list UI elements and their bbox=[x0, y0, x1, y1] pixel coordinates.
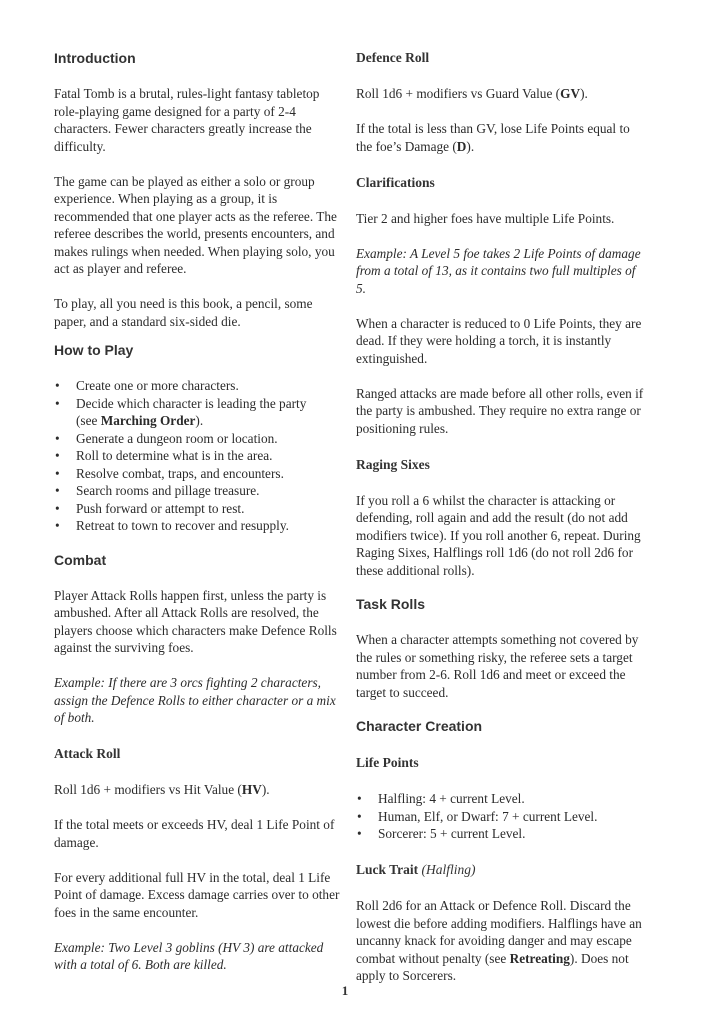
attack-roll-paragraph-3: For every additional full HV in the total, deal 1 Life Point of damage. Excess damage carries over to other foes in the same encounter. bbox=[54, 869, 340, 920]
list-item: • Search rooms and pillage treasure. bbox=[54, 482, 344, 500]
text: Roll 1d6 + modifiers vs Hit Value ( bbox=[54, 782, 242, 797]
heading-raging-sixes: Raging Sixes bbox=[356, 456, 430, 472]
clarifications-example: Example: A Level 5 foe takes 2 Life Points of damage from a total of 13, as it contains two full multiples of 5. bbox=[356, 245, 641, 296]
term-gv: GV bbox=[560, 86, 581, 101]
text: Luck Trait bbox=[356, 862, 419, 877]
combat-paragraph: Player Attack Rolls happen first, unless the party is ambushed. After all Attack Rolls are resolved, the players choose which characters make Defence Rolls against the surviving foes. bbox=[54, 587, 337, 655]
clarifications-paragraph-2: When a character is reduced to 0 Life Points, they are dead. If they were holding a torch, it is instantly extinguished. bbox=[356, 315, 642, 366]
text: ). bbox=[580, 86, 588, 101]
text: Roll 1d6 + modifiers vs Guard Value ( bbox=[356, 86, 561, 101]
heading-life-points: Life Points bbox=[356, 755, 419, 770]
heading-character-creation: Character Creation bbox=[356, 718, 483, 734]
luck-qualifier: (Halfling) bbox=[421, 862, 476, 877]
heading-combat: Combat bbox=[54, 551, 107, 568]
heading-introduction: Introduction bbox=[54, 50, 136, 66]
heading-luck-trait bbox=[356, 860, 646, 880]
text: ). bbox=[261, 782, 270, 797]
list-item: • Push forward or attempt to rest. bbox=[54, 500, 344, 518]
list-item: • Human, Elf, or Dwarf: 7 + current Level. bbox=[356, 808, 646, 826]
list-item-text: Decide which character is leading the party bbox=[76, 395, 307, 411]
text: Roll 2d6 for an Attack or Defence Roll. Discard the lowest die before adding modifiers. Halflings have an uncanny knack for avoiding danger and may escape combat without penalty (see bbox=[356, 898, 642, 966]
heading-task-rolls: Task Rolls bbox=[356, 596, 425, 612]
list-item: • Retreat to town to recover and resupply. bbox=[54, 517, 344, 535]
text: ). bbox=[466, 138, 475, 154]
text: ). Does not apply to Sorcerers. bbox=[356, 950, 629, 983]
heading-how-to-play: How to Play bbox=[54, 342, 134, 358]
heading-defence-roll: Defence Roll bbox=[356, 50, 430, 65]
list-item: • Sorcerer: 5 + current Level. bbox=[356, 825, 646, 843]
list-item: • Halfling: 4 + current Level. bbox=[356, 790, 646, 808]
raging-sixes-paragraph: If you roll a 6 whilst the character is attacking or defending, roll again and add the result (do not add modifiers twice). If you roll another 6, repeat. During Raging Sixes, Halflings roll 1d6 (do not roll 2d6 for these additional rolls). bbox=[356, 492, 641, 578]
reference-retreating: Retreating bbox=[509, 950, 570, 966]
intro-paragraph-2: The game can be played as either a solo or group experience. When playing as a group, it is recommended that one player acts as the referee. The referee describes the world, presents encounters, and makes rulings when needed. When playing solo, you act as player and referee. bbox=[54, 173, 337, 276]
term-d: D bbox=[456, 138, 467, 154]
list-item: • Roll to determine what is in the area. bbox=[54, 447, 344, 465]
intro-paragraph-3: To play, all you need is this book, a pencil, some paper, and a standard six-sided die. bbox=[54, 296, 313, 329]
page-number: 1 bbox=[341, 983, 349, 998]
luck-trait-paragraph bbox=[356, 897, 646, 985]
clarifications-paragraph-3: Ranged attacks are made before all other rolls, even if the party is ambushed. They require no extra range or positioning rules. bbox=[356, 385, 644, 436]
clarifications-paragraph-1: Tier 2 and higher foes have multiple Life Points. bbox=[356, 210, 615, 226]
term-hv: HV bbox=[241, 782, 262, 797]
list-item: • Create one or more characters. bbox=[54, 377, 344, 395]
left-column bbox=[54, 48, 344, 974]
attack-roll-paragraph-1 bbox=[54, 781, 344, 799]
how-to-play-list bbox=[54, 377, 344, 535]
list-item: • Resolve combat, traps, and encounters. bbox=[54, 465, 344, 483]
heading-attack-roll: Attack Roll bbox=[54, 746, 121, 761]
combat-example: Example: If there are 3 orcs fighting 2 characters, assign the Defence Rolls to either character or a mix of both. bbox=[54, 675, 336, 725]
defence-roll-paragraph-2 bbox=[356, 120, 646, 155]
defence-roll-paragraph-1 bbox=[356, 85, 646, 103]
attack-roll-paragraph-2: If the total meets or exceeds HV, deal 1 Life Point of damage. bbox=[54, 817, 335, 850]
right-column bbox=[356, 48, 646, 985]
attack-roll-example: Example: Two Level 3 goblins (HV 3) are attacked with a total of 6. Both are killed. bbox=[54, 939, 324, 972]
reference-marching-order: Marching Order bbox=[100, 413, 196, 428]
task-rolls-paragraph: When a character attempts something not covered by the rules or something risky, the referee sets a target number from 2-6. Roll 1d6 and meet or exceed the target to succeed. bbox=[356, 632, 639, 700]
list-item bbox=[54, 395, 344, 430]
text: If the total is less than GV, lose Life Points equal to the foe’s Damage ( bbox=[356, 121, 630, 154]
list-item-text: ). bbox=[195, 413, 204, 428]
heading-clarifications: Clarifications bbox=[356, 174, 435, 190]
list-item-text: (see bbox=[76, 413, 101, 428]
intro-paragraph-1: Fatal Tomb is a brutal, rules-light fantasy tabletop role-playing game designed for a party of 2-4 characters. Fewer characters greatly increase the difficulty. bbox=[54, 86, 320, 154]
life-points-list bbox=[356, 790, 646, 843]
list-item: • Generate a dungeon room or location. bbox=[54, 430, 344, 448]
